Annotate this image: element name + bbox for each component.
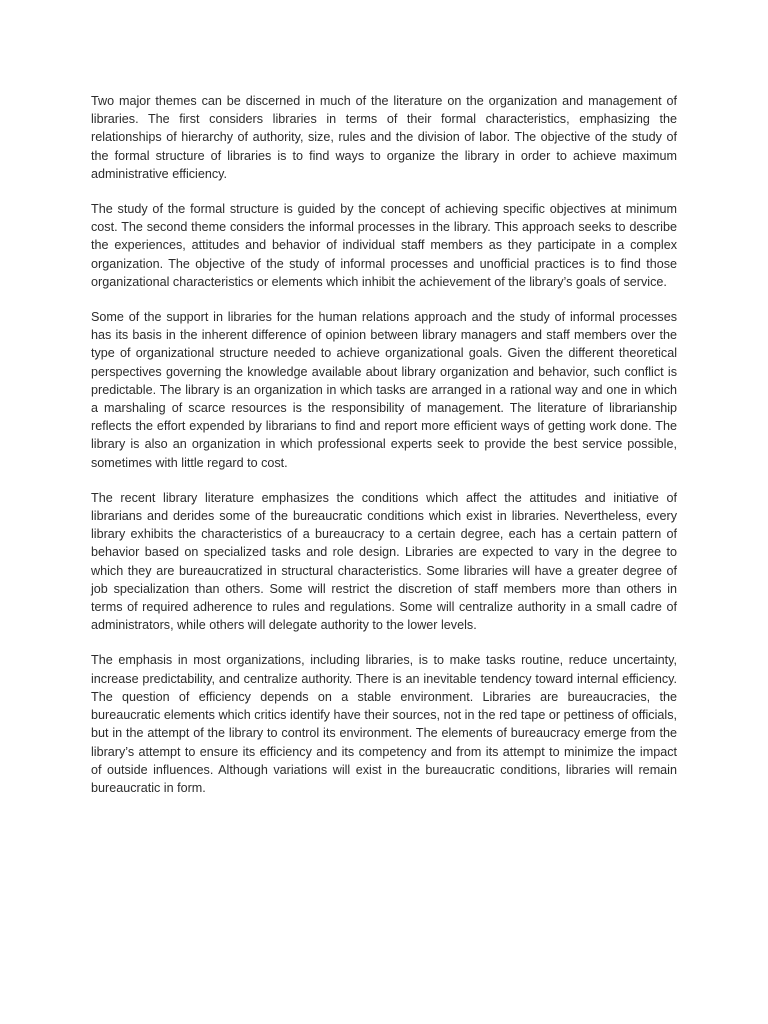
paragraph-3: Some of the support in libraries for the human relations approach and the study of informal processes has its basis in the inherent difference of opinion between library managers and staff members over the type of organizational structure needed to achieve organizational goals. Given the different theoretical perspectives governing the knowledge available about library organization and behavior, such conflict is predictable. The library is an organization in which tasks are arranged in a rational way and one in which a marshaling of scarce resources is the responsibility of management. The literature of librarianship reflects the effort expended by librarians to find and report more efficient ways of getting work done. The library is also an organization in which professional experts seek to provide the best service possible, sometimes with little regard to cost. bbox=[91, 310, 677, 470]
document-body bbox=[91, 92, 677, 814]
paragraph-2: The study of the formal structure is guided by the concept of achieving specific objectives at minimum cost. The second theme considers the informal processes in the library. This approach seeks to describe the experiences, attitudes and behavior of individual staff members as they participate in a complex organization. The objective of the study of informal processes and unofficial practices is to find those organizational characteristics or elements which inhibit the achievement of the library’s goals of service. bbox=[91, 202, 677, 289]
paragraph-1: Two major themes can be discerned in much of the literature on the organization and management of libraries. The first considers libraries in terms of their formal characteristics, emphasizing the relationships of hierarchy of authority, size, rules and the division of labor. The objective of the study of the formal structure of libraries is to find ways to organize the library in order to achieve maximum administrative efficiency. bbox=[91, 94, 677, 181]
paragraph-4: The recent library literature emphasizes the conditions which affect the attitudes and initiative of librarians and derides some of the bureaucratic conditions which exist in libraries. Nevertheless, every library exhibits the characteristics of a bureaucracy to a certain degree, each has a certain pattern of behavior based on specialized tasks and role design. Libraries are expected to vary in the degree to which they are bureaucratized in structural characteristics. Some libraries will have a greater degree of job specialization than others. Some will restrict the discretion of staff members more than others in terms of required adherence to rules and regulations. Some will centralize authority in a small cadre of administrators, while others will delegate authority to the lower levels. bbox=[91, 490, 677, 633]
paragraph-5: The emphasis in most organizations, including libraries, is to make tasks routine, reduce uncertainty, increase predictability, and centralize authority. There is an inevitable tendency toward internal efficiency. The question of efficiency depends on a stable environment. Libraries are bureaucracies, the bureaucratic elements which critics identify have their sources, not in the red tape or pettiness of officials, but in the attempt of the library to control its environment. The elements of bureaucracy emerge from the library’s attempt to ensure its efficiency and its competency and from its attempt to minimize the impact of outside influences. Although variations will exist in the bureaucratic conditions, libraries will remain bureaucratic in form. bbox=[91, 653, 677, 795]
